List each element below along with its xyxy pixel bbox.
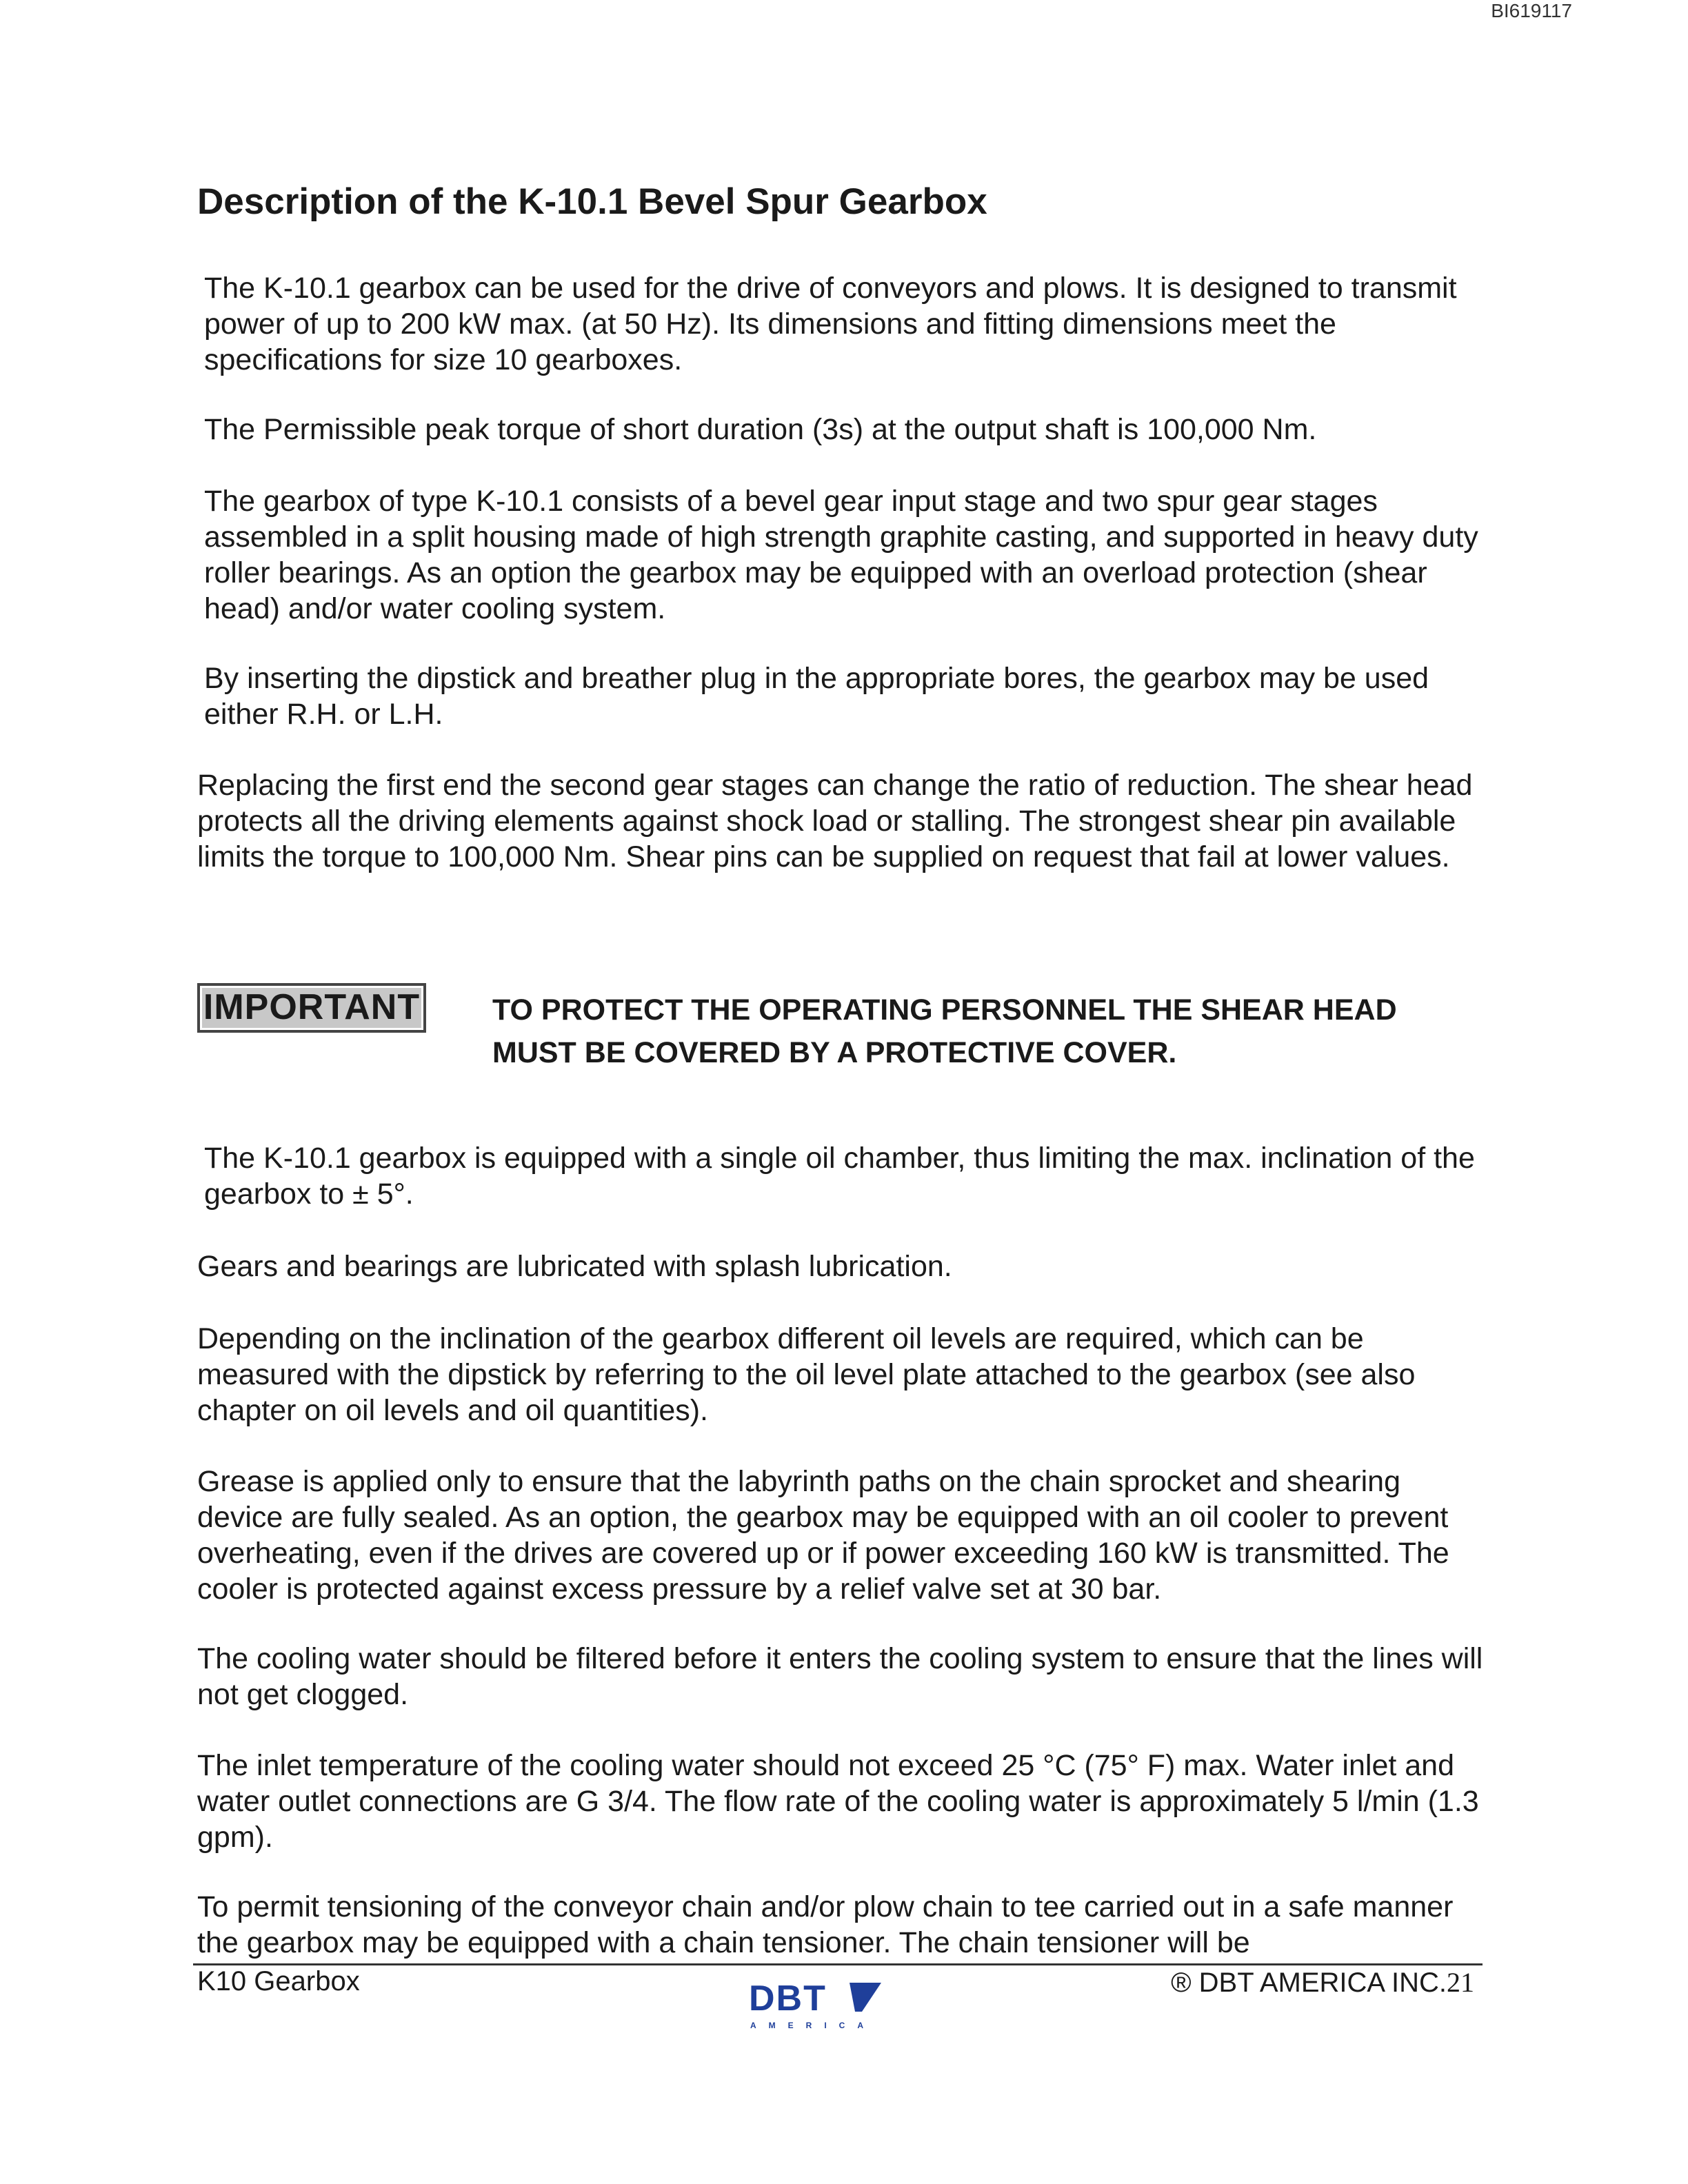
paragraph-intro: The K-10.1 gearbox can be used for the drive of conveyors and plows. It is designed to transmit power of up to 200 kW max. (at 50 Hz). Its dimensions and fitting dimensions meet the specifications for size 10 gearboxes. (204, 272, 1457, 376)
footer-document-name: K10 Gearbox (197, 1966, 360, 1996)
paragraph-lubrication: Gears and bearings are lubricated with splash lubrication. (197, 1250, 952, 1283)
logo-sub-text: AMERICA (750, 2021, 876, 2030)
paragraph-construction: The gearbox of type K-10.1 consists of a bevel gear input stage and two spur gear stages assembled in a split housing made of high strength graphite casting, and supported in heavy duty roller bearings. As an option the gearbox may be equipped with an overload protection (shear head) and/or water cooling system. (204, 485, 1478, 625)
logo-slash-shape (850, 1983, 881, 2012)
important-line-1: TO PROTECT THE OPERATING PERSONNEL THE SHEAR HEAD (492, 993, 1397, 1027)
paragraph-shear-head: Replacing the first end the second gear stages can change the ratio of reduction. The shear head protects all the driving elements against shock load or stalling. The strongest shear pin available limits the torque to 100,000 Nm. Shear pins can be supplied on request that fail at lower values. (197, 769, 1473, 873)
paragraph-oil-chamber: The K-10.1 gearbox is equipped with a single oil chamber, thus limiting the max. inclination of the gearbox to ± 5°. (204, 1142, 1475, 1211)
important-line-2: MUST BE COVERED BY A PROTECTIVE COVER. (492, 1036, 1177, 1069)
document-id: BI619117 (1491, 0, 1572, 21)
paragraph-peak-torque: The Permissible peak torque of short duration (3s) at the output shaft is 100,000 Nm. (204, 413, 1317, 446)
important-label: IMPORTANT (197, 983, 426, 1033)
footer-company: ® DBT AMERICA INC. (1171, 1968, 1447, 1998)
important-notice (492, 989, 1527, 1074)
paragraph-orientation: By inserting the dipstick and breather plug in the appropriate bores, the gearbox may be used either R.H. or L.H. (204, 662, 1429, 731)
paragraph-chain-tensioner: To permit tensioning of the conveyor chain and/or plow chain to tee carried out in a safe manner the gearbox may be equipped with a chain tensioner. The chain tensioner will be (197, 1890, 1454, 1959)
footer-rule (193, 1963, 1483, 1965)
footer-copyright (1171, 1966, 1474, 1999)
dbt-america-logo (746, 1977, 884, 2032)
paragraph-cooling-filter: The cooling water should be filtered before it enters the cooling system to ensure that the lines will not get clogged. (197, 1642, 1483, 1711)
paragraph-inlet-temperature: The inlet temperature of the cooling water should not exceed 25 °C (75° F) max. Water inlet and water outlet connections are G 3/4. The flow rate of the cooling water is approximately 5 l/min (1.3 gpm). (197, 1749, 1479, 1854)
logo-main-text: DBT (749, 1979, 827, 2019)
paragraph-oil-levels: Depending on the inclination of the gearbox different oil levels are required, which can be measured with the dipstick by referring to the oil level plate attached to the gearbox (see also chapter on oil levels and oil quantities). (197, 1322, 1416, 1427)
logo-mark (749, 1979, 881, 2030)
paragraph-grease-cooler: Grease is applied only to ensure that the labyrinth paths on the chain sprocket and shearing device are fully sealed. As an option, the gearbox may be equipped with an oil cooler to prevent overheating, even if the drives are covered up or if power exceeding 160 kW is transmitted. The cooler is protected against excess pressure by a relief valve set at 30 bar. (197, 1465, 1449, 1606)
page-number: 21 (1447, 1967, 1474, 1998)
page-title: Description of the K-10.1 Bevel Spur Gearbox (197, 181, 987, 222)
